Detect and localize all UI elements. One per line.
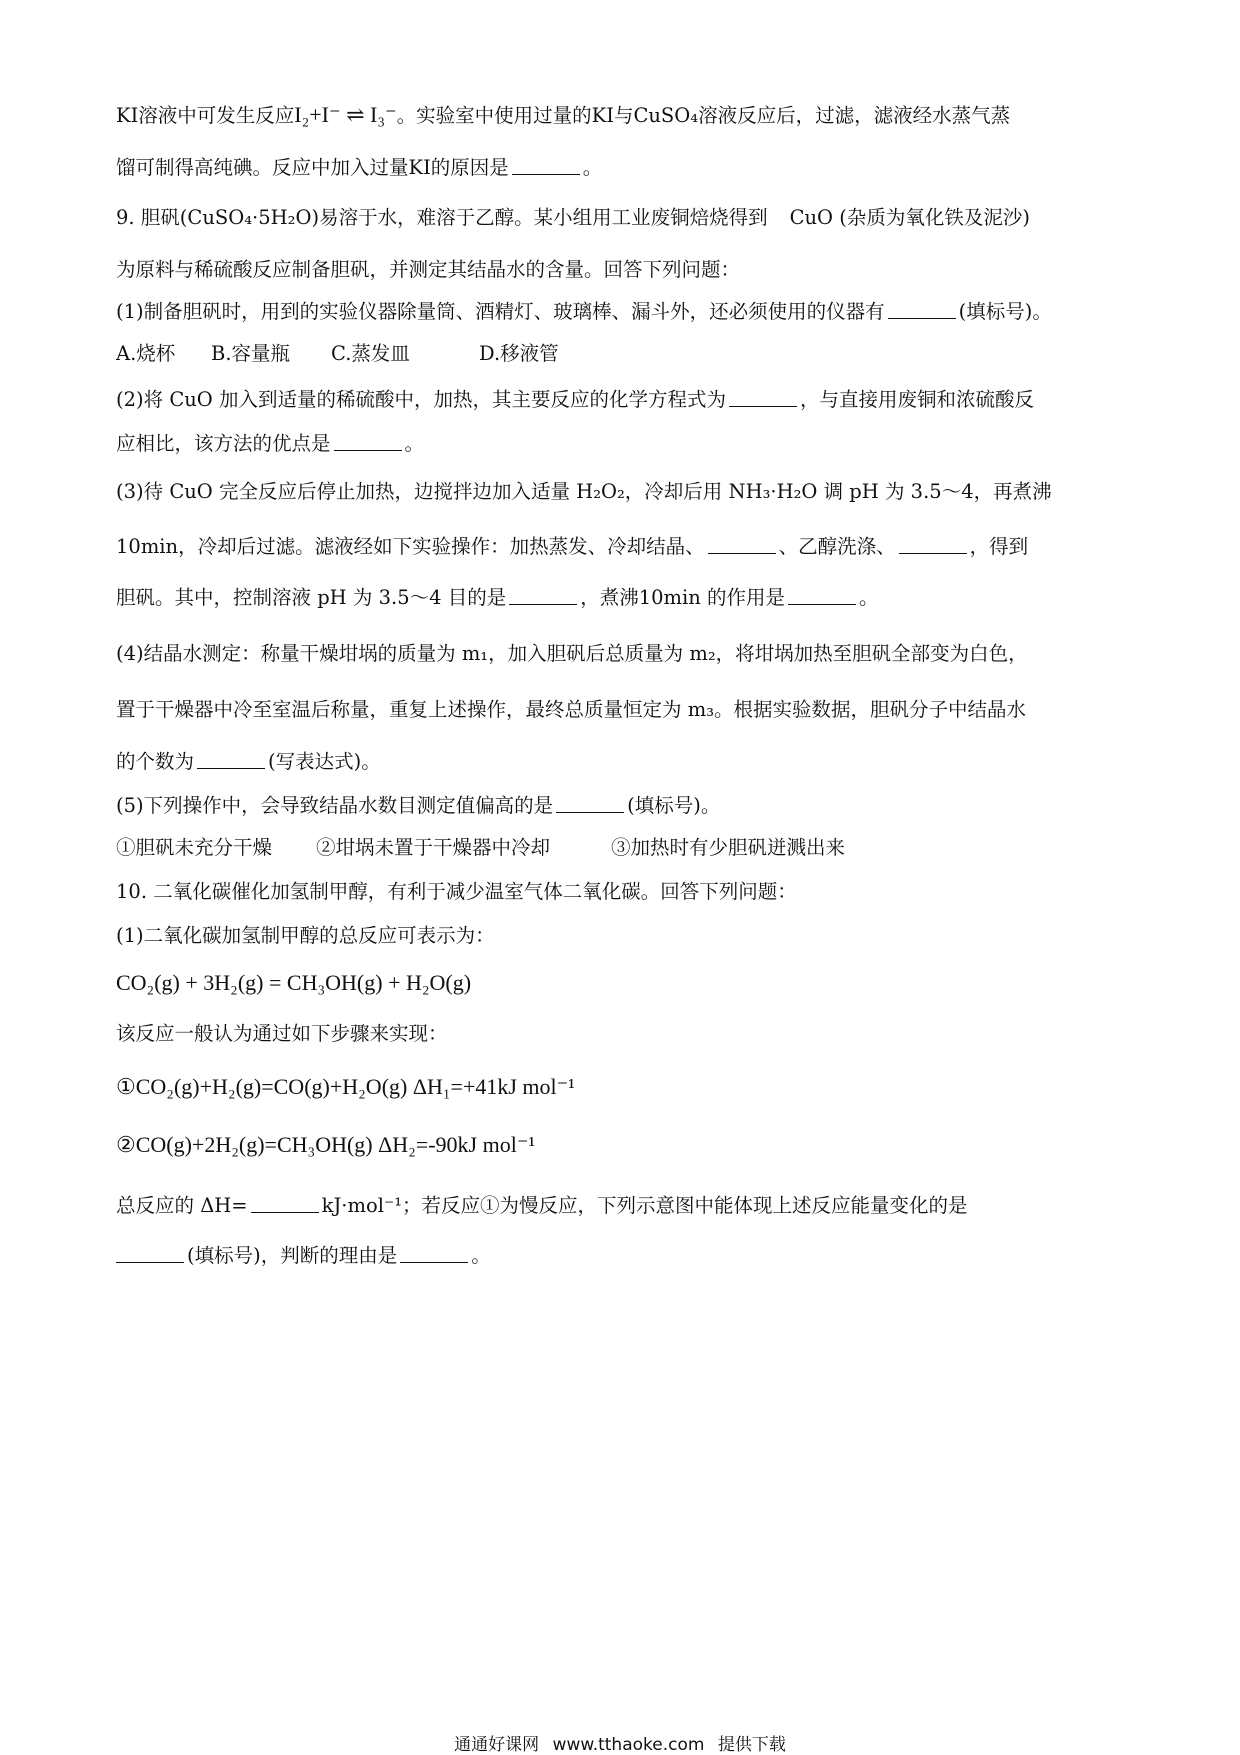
q8-text: 。实验室中使用过量的KI与CuSO₄溶液反应后，过滤，滤液经水蒸气蒸 — [396, 104, 1011, 127]
q10-total-equation — [116, 972, 1136, 994]
option-a: A.烧杯 — [116, 342, 176, 365]
q10-part-2-line-1 — [116, 1194, 1136, 1216]
q10-part-2-text: 总反应的 ΔH= — [116, 1194, 248, 1217]
q9-part-2-text: (2)将 CuO 加入到适量的稀硫酸中，加热，其主要反应的化学方程式为 — [116, 388, 726, 411]
q9-part-4-line-3 — [116, 750, 1136, 772]
q9-part-5-text: (填标号)。 — [627, 794, 721, 817]
q9-stem: CuO (杂质为氧化铁及泥沙) — [789, 206, 1030, 229]
q9-part-4-text: (写表达式)。 — [268, 750, 381, 773]
answer-blank[interactable] — [334, 432, 402, 451]
step-1-equation: ①CO₂(g)+H₂(g)=CO(g)+H₂O(g) ΔH₁=+41kJ mol⁻¹ — [116, 1074, 575, 1099]
q9-part-4-text: (4)结晶水测定：称量干燥坩埚的质量为 m₁，加入胆矾后总质量为 m₂，将坩埚加热至胆矾全部变为白色， — [116, 642, 1028, 665]
answer-blank[interactable] — [788, 586, 856, 605]
q9-part-1 — [116, 300, 1136, 322]
answer-blank[interactable] — [888, 300, 956, 319]
q10-part-1b — [116, 1024, 1136, 1044]
footer-site-name: 通通好课网 — [454, 1735, 540, 1755]
q10-part-2-text: (填标号)，判断的理由是 — [187, 1244, 398, 1267]
q10-part-1 — [116, 926, 1136, 946]
page-footer — [0, 1730, 1240, 1755]
q8-text: 馏可制得高纯碘。反应中加入过量KI的原因是 — [116, 156, 509, 179]
q9-line-2 — [116, 260, 1136, 280]
q9-part-3-text: 胆矾。其中，控制溶液 pH 为 3.5～4 目的是 — [116, 586, 507, 609]
q9-part-1-options — [116, 344, 1136, 364]
q10-line-1 — [116, 882, 1136, 902]
q9-part-3-text: ，煮沸10min 的作用是 — [580, 586, 786, 609]
q10-part-2-text: kJ·mol⁻¹；若反应①为慢反应，下列示意图中能体现上述反应能量变化的是 — [321, 1194, 968, 1217]
footer-suffix: 提供下载 — [717, 1735, 786, 1755]
q10-part-2-text: 。 — [471, 1244, 491, 1267]
answer-blank[interactable] — [197, 750, 265, 769]
q10-step-1 — [116, 1076, 1136, 1098]
q9-part-5-text: (5)下列操作中，会导致结晶水数目测定值偏高的是 — [116, 794, 554, 817]
answer-blank[interactable] — [116, 1244, 184, 1263]
q9-part-3-text: (3)待 CuO 完全反应后停止加热，边搅拌边加入适量 H₂O₂，冷却后用 NH₃·H₂O 调 pH 为 3.5～4，再煮沸 — [116, 480, 1052, 503]
q9-part-4-text: 置于干燥器中冷至室温后称量，重复上述操作，最终总质量恒定为 m₃。根据实验数据，胆矾分子中结晶水 — [116, 698, 1027, 721]
total-equation: CO₂(g) + 3H₂(g) = CH₃OH(g) + H₂O(g) — [116, 970, 472, 995]
q9-part-2-text: 应相比，该方法的优点是 — [116, 432, 331, 455]
q9-part-3-line-1 — [116, 482, 1136, 502]
q9-part-3-text: 、乙醇洗涤、 — [778, 535, 896, 558]
q9-part-1-text: (1)制备胆矾时，用到的实验仪器除量筒、酒精灯、玻璃棒、漏斗外，还必须使用的仪器有 — [116, 300, 885, 323]
footer-url[interactable]: www.tthaoke.com — [552, 1735, 705, 1755]
q10-part-1-text: 该反应一般认为通过如下步骤来实现： — [116, 1022, 448, 1045]
answer-blank[interactable] — [251, 1194, 319, 1213]
q10-part-2-line-2 — [116, 1244, 1136, 1266]
q9-part-3-line-3 — [116, 586, 1136, 608]
option-c: C.蒸发皿 — [331, 342, 410, 365]
q9-part-2-line-2 — [116, 432, 1136, 454]
answer-blank[interactable] — [708, 535, 776, 554]
answer-blank[interactable] — [556, 794, 624, 813]
q8-text: KI溶液中可发生反应 — [116, 104, 295, 127]
q9-part-1-text: (填标号)。 — [958, 300, 1052, 323]
q9-part-4-text: 的个数为 — [116, 750, 195, 773]
q9-part-5 — [116, 794, 1136, 816]
q8-equation: I₂+I⁻ ⇌ I₃⁻ — [294, 102, 397, 127]
option-d: D.移液管 — [479, 342, 559, 365]
q9-part-2-text: 。 — [404, 432, 425, 455]
q9-stem: 为原料与稀硫酸反应制备胆矾，并测定其结晶水的含量。回答下列问题： — [116, 258, 741, 281]
q10-part-1-text: (1)二氧化碳加氢制甲醇的总反应可表示为： — [116, 924, 495, 947]
option-2: ②坩埚未置于干燥器中冷却 — [316, 836, 551, 859]
q10-stem: 10. 二氧化碳催化加氢制甲醇，有利于减少温室气体二氧化碳。回答下列问题： — [116, 880, 797, 903]
option-3: ③加热时有少胆矾迸溅出来 — [611, 836, 846, 859]
answer-blank[interactable] — [400, 1244, 468, 1263]
q9-part-5-options — [116, 838, 1136, 858]
answer-blank[interactable] — [899, 535, 967, 554]
q8-line-1 — [116, 104, 1136, 126]
q9-part-3-text: 。 — [859, 586, 879, 609]
q9-part-3-line-2 — [116, 535, 1136, 557]
option-1: ①胆矾未充分干燥 — [116, 836, 273, 859]
answer-blank[interactable] — [509, 586, 577, 605]
step-2-equation: ②CO(g)+2H₂(g)=CH₃OH(g) ΔH₂=-90kJ mol⁻¹ — [116, 1132, 536, 1157]
q10-step-2 — [116, 1134, 1136, 1156]
q9-stem: 9. 胆矾(CuSO₄·5H₂O)易溶于水，难溶于乙醇。某小组用工业废铜焙烧得到 — [116, 206, 768, 229]
q9-part-4-line-2 — [116, 700, 1136, 720]
q9-part-2-text: ，与直接用废铜和浓硫酸反 — [800, 388, 1035, 411]
q9-part-3-text: 10min，冷却后过滤。滤液经如下实验操作：加热蒸发、冷却结晶、 — [116, 535, 705, 558]
answer-blank[interactable] — [729, 388, 797, 407]
q9-part-3-text: ，得到 — [969, 535, 1029, 558]
q8-text: 。 — [582, 156, 603, 179]
answer-blank[interactable] — [512, 156, 580, 175]
q9-part-2-line-1 — [116, 388, 1136, 410]
q9-part-4-line-1 — [116, 644, 1136, 664]
option-b: B.容量瓶 — [211, 342, 291, 365]
q8-line-2 — [116, 156, 1136, 178]
q9-line-1 — [116, 208, 1136, 228]
